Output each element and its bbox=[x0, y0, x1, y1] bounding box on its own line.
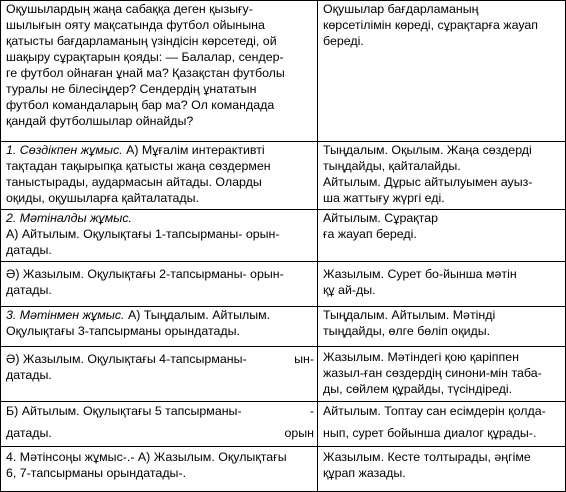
teacher-activity-cell bbox=[1, 307, 318, 347]
text-line: тыңдайды, өлге бөліп оқиды. bbox=[323, 324, 491, 338]
table-row bbox=[1, 307, 566, 347]
text-line bbox=[6, 403, 314, 419]
teacher-activity-cell bbox=[1, 447, 318, 492]
text-line: Айтылым. Топтау сан есімдерін қолда- bbox=[323, 404, 546, 418]
student-activity-cell bbox=[318, 262, 566, 307]
student-activity-cell bbox=[318, 402, 566, 447]
text-line bbox=[6, 307, 314, 323]
text-line: датады. bbox=[6, 368, 52, 382]
text-line: жазыл-ған сөздердің синони-мін таба- bbox=[323, 366, 542, 380]
student-activity-cell bbox=[318, 347, 566, 402]
text-line bbox=[6, 142, 314, 158]
text-line: қандай футболшылар ойнайды? bbox=[6, 114, 194, 128]
text-line: ға жауап береді. bbox=[323, 227, 417, 241]
text-fragment: - bbox=[309, 404, 314, 418]
text-line: А) Айтылым. Оқулықтағы 1-тапсырманы- орын- bbox=[6, 227, 280, 241]
table-row bbox=[1, 142, 566, 210]
table-row bbox=[1, 1, 566, 142]
student-activity-cell bbox=[318, 1, 566, 142]
text-line: 4. Мәтінсоңы жұмыс-.- А) Жазылым. Оқулықтағы bbox=[6, 450, 287, 464]
table-row bbox=[1, 347, 566, 402]
text-line: құрап жазады. bbox=[323, 466, 406, 480]
teacher-activity-cell bbox=[1, 1, 318, 142]
section-label: 3. Мәтінмен жұмыс. bbox=[6, 308, 125, 322]
text-line: ды, сөйлем құрайды, түсіндіреді. bbox=[323, 382, 513, 396]
section-label: 1. Сөздікпен жұмыс. bbox=[6, 143, 123, 157]
text-line: ге футбол ойнаған ұнай ма? Қазақстан футболы bbox=[6, 66, 285, 80]
text-line: Айтылым. Дұрыс айтылуымен ауыз- bbox=[323, 175, 533, 189]
text-line: Ә) Жазылым. Оқулықтағы 2-тапсырманы- орын- bbox=[6, 267, 284, 281]
student-activity-cell bbox=[318, 210, 566, 262]
student-activity-cell bbox=[318, 447, 566, 492]
teacher-activity-cell bbox=[1, 210, 318, 262]
text-line: қатысты бағдарламаның үзіндісін көрсетеді, ой bbox=[6, 34, 277, 48]
section-label: 2. Мәтіналды жұмыс. bbox=[6, 211, 132, 225]
text-fragment: ын- bbox=[294, 352, 314, 366]
student-activity-cell bbox=[318, 142, 566, 210]
table-row bbox=[1, 402, 566, 447]
text-line: Жазылым. Сурет бо-йынша мәтін bbox=[323, 267, 517, 281]
text-line: футбол командаларың бар ма? Ол командада bbox=[6, 98, 275, 112]
text-line: датады. bbox=[6, 243, 52, 257]
text-fragment: Б) Айтылым. Оқулықтағы 5 тапсырманы- bbox=[6, 404, 242, 418]
text-line: таныстырады, аудармасын айтады. Оларды bbox=[6, 175, 262, 189]
teacher-activity-cell bbox=[1, 402, 318, 447]
text-fragment: датады. bbox=[6, 426, 52, 440]
text-line: Тыңдалым. Айтылым. Мәтінді bbox=[323, 308, 496, 322]
text-line: Оқулықтағы 3-тапсырманы орындатады. bbox=[6, 324, 240, 338]
text-line: шылығын ояту мақсатында футбол ойынына bbox=[6, 18, 265, 32]
text-line: ша жаттығу жүргі еді. bbox=[323, 191, 445, 205]
table-row bbox=[1, 262, 566, 307]
text-line: Жазылым. Кесте толтырады, әңгіме bbox=[323, 450, 531, 464]
text-line: нып, сурет бойынша диалог құрады-. bbox=[323, 426, 537, 440]
text-fragment: А) Мұғалім интерактивті bbox=[122, 143, 265, 157]
teacher-activity-cell bbox=[1, 142, 318, 210]
text-fragment: орын bbox=[284, 426, 314, 440]
text-line: датады. bbox=[6, 283, 52, 297]
text-line: құ ай-ды. bbox=[323, 283, 376, 297]
student-activity-cell bbox=[318, 307, 566, 347]
text-line bbox=[6, 425, 314, 441]
text-line: Айтылым. Сұрақтар bbox=[323, 211, 438, 225]
text-line: 6, 7-тапсырманы орындатады-. bbox=[6, 466, 187, 480]
text-fragment: А) Тыңдалым. Айтылым. bbox=[124, 308, 271, 322]
text-line: береді. bbox=[323, 34, 364, 48]
text-line: көрсетілімін көреді, сұрақтарға жауап bbox=[323, 18, 538, 32]
teacher-activity-cell bbox=[1, 262, 318, 307]
text-line: Оқушылардың жаңа сабаққа деген қызығу- bbox=[6, 2, 253, 16]
text-line: Жазылым. Мәтіндегі қою қаріппен bbox=[323, 350, 519, 364]
text-line: шақыру сұрақтарын қояды: — Балалар, сендер- bbox=[6, 50, 284, 64]
text-fragment: Ә) Жазылым. Оқулықтағы 4-тапсырманы- bbox=[6, 352, 247, 366]
teacher-activity-cell bbox=[1, 347, 318, 402]
text-line: оқиды, оқушыларға қайталатады. bbox=[6, 191, 199, 205]
text-line: туралы не білесіңдер? Сендердің ұнататын bbox=[6, 82, 257, 96]
table-row bbox=[1, 210, 566, 262]
text-line: Тыңдалым. Оқылым. Жаңа сөздерді bbox=[323, 143, 532, 157]
text-line: тыңдайды, қайталайды. bbox=[323, 159, 461, 173]
text-line: тақтадан тақырыпқа қатысты жаңа сөздермен bbox=[6, 159, 271, 173]
text-line bbox=[6, 351, 314, 367]
text-line: Оқушылар бағдарламаның bbox=[323, 2, 479, 16]
table-row bbox=[1, 447, 566, 492]
